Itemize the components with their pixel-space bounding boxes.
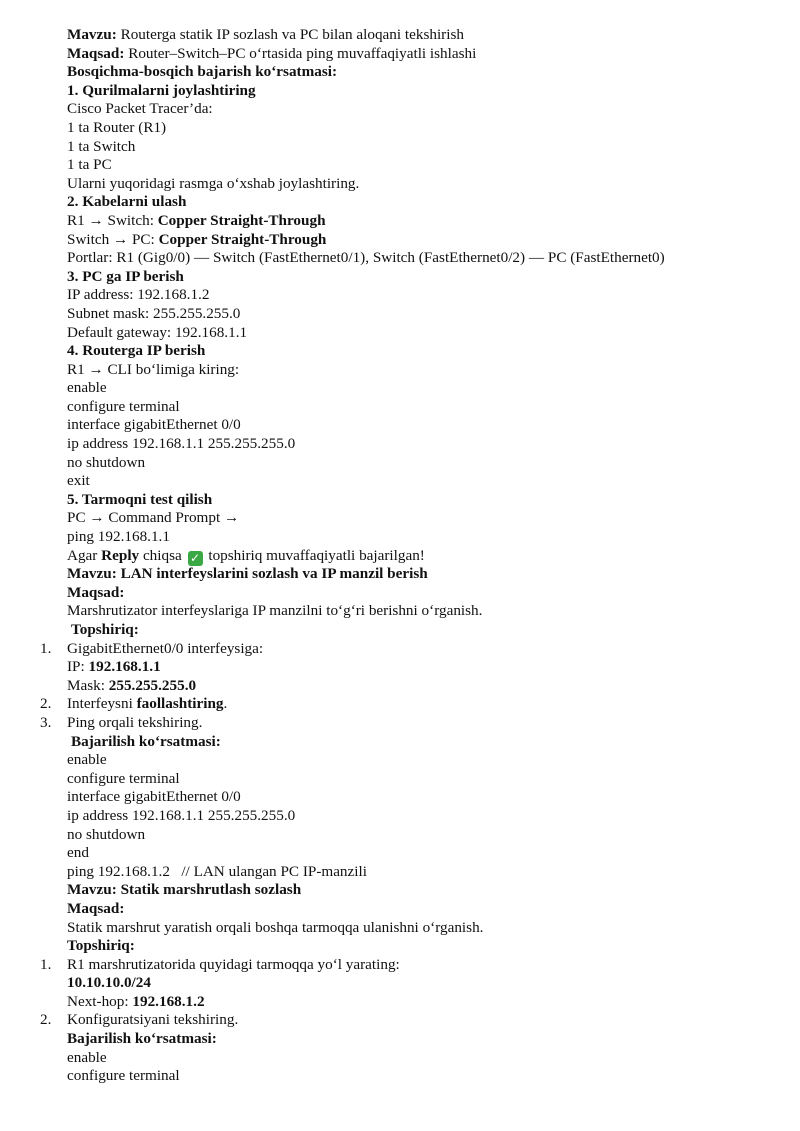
cli-command: ip address 192.168.1.1 255.255.255.0	[67, 806, 296, 824]
cli-command: enable	[67, 751, 107, 769]
cli-command: ping 192.168.1.2 // LAN ulangan PC IP-manzili	[67, 862, 367, 880]
step-1-line: 1 ta Switch	[67, 137, 136, 155]
step-1-line: 1 ta Router (R1)	[67, 118, 167, 136]
goal-text: Router–Switch–PC o‘rtasida ping muvaffaqiyatli ishlashi	[124, 44, 477, 62]
step-3-line: Default gateway: 192.168.1.1	[67, 323, 248, 341]
cli-command: no shutdown	[67, 453, 146, 471]
goal-text: Statik marshrut yaratish orqali boshqa tarmoqqa ulanishni o‘rganish.	[67, 918, 484, 936]
ports-line: Portlar: R1 (Gig0/0) — Switch (FastEthernet0/1), Switch (FastEthernet0/2) — PC (FastEthernet0)	[67, 249, 665, 267]
step-4-title: 4. Routerga IP berish	[67, 342, 206, 360]
topic-label: Mavzu:	[67, 26, 117, 43]
document-page	[0, 26, 800, 1086]
task-item	[0, 695, 800, 714]
step-3-line: IP address: 192.168.1.2	[67, 286, 210, 304]
task-item	[0, 640, 800, 659]
task-number: 1.	[40, 639, 52, 657]
cli-command: enable	[67, 379, 107, 397]
cable-type: Copper Straight-Through	[158, 230, 327, 248]
step-3-title: 3. PC ga IP berish	[67, 267, 184, 285]
task-heading: Topshiriq:	[67, 937, 135, 955]
task-keyword: faollashtiring	[136, 695, 224, 713]
cli-command: ping 192.168.1.1	[67, 528, 170, 546]
task-number: 1.	[40, 955, 52, 973]
step-1-line: Cisco Packet Tracer’da:	[67, 100, 213, 118]
task-text: GigabitEthernet0/0 interfeysiga:	[67, 639, 264, 657]
mask-line	[0, 677, 800, 696]
task-text: .	[223, 695, 228, 713]
topic-line	[0, 26, 800, 45]
cli-command: end	[67, 844, 89, 862]
cli-command: enable	[67, 1048, 107, 1066]
reply-keyword: Reply	[101, 546, 140, 564]
step-4-line: R1 → CLI bo‘limiga kiring:	[67, 360, 240, 378]
cable-text: R1 → Switch:	[67, 211, 158, 229]
step-3-line: Subnet mask: 255.255.255.0	[67, 304, 241, 322]
cli-command: configure terminal	[67, 769, 180, 787]
step-5-line: PC → Command Prompt →	[67, 509, 240, 527]
cli-command: interface gigabitEthernet 0/0	[67, 788, 241, 806]
cli-command: no shutdown	[67, 825, 146, 843]
goal-label: Maqsad:	[67, 583, 125, 601]
topic-text: Routerga statik IP sozlash va PC bilan aloqani tekshirish	[116, 26, 464, 43]
check-mark-icon: ✓	[188, 551, 203, 566]
nexthop-label: Next-hop:	[67, 992, 133, 1010]
task-text: Konfiguratsiyani tekshiring.	[67, 1011, 239, 1029]
cli-command: ip address 192.168.1.1 255.255.255.0	[67, 435, 296, 453]
step-5-title: 5. Tarmoqni test qilish	[67, 490, 213, 508]
result-line	[0, 547, 800, 566]
cli-command: configure terminal	[67, 1067, 180, 1085]
network-value: 10.10.10.0/24	[67, 974, 151, 992]
cli-command: configure terminal	[67, 397, 180, 415]
cli-command: interface gigabitEthernet 0/0	[67, 416, 241, 434]
topic-heading: Mavzu: Statik marshrutlash sozlash	[67, 881, 302, 899]
cable-text: Switch → PC:	[67, 230, 159, 248]
result-text: Agar	[67, 546, 102, 564]
goal-line	[0, 45, 800, 64]
topic-heading: Mavzu: LAN interfeyslarini sozlash va IP manzil berish	[67, 565, 428, 583]
goal-text: Marshrutizator interfeyslariga IP manzilni to‘g‘ri berishni o‘rganish.	[67, 602, 483, 620]
step-1-line: Ularni yuqoridagi rasmga o‘xshab joylashtiring.	[67, 174, 360, 192]
instructions-heading: Bajarilish ko‘rsatmasi:	[71, 732, 221, 750]
cli-command: exit	[67, 472, 90, 490]
task-number: 2.	[40, 695, 52, 713]
goal-label: Maqsad:	[67, 44, 125, 62]
step-2-title: 2. Kabelarni ulash	[67, 193, 187, 211]
task-item	[0, 714, 800, 733]
task-text: Ping orqali tekshiring.	[67, 713, 203, 731]
task-item	[0, 1011, 800, 1030]
task-number: 3.	[40, 713, 52, 731]
cable-line	[0, 212, 800, 231]
ip-label: IP:	[67, 658, 89, 676]
task-item	[0, 956, 800, 975]
task-text: R1 marshrutizatorida quyidagi tarmoqqa yo‘l yarating:	[67, 955, 400, 973]
ip-value: 192.168.1.1	[88, 658, 161, 676]
mask-label: Mask:	[67, 676, 109, 694]
ip-line	[0, 658, 800, 677]
instructions-heading: Bajarilish ko‘rsatmasi:	[67, 1030, 217, 1048]
mask-value: 255.255.255.0	[108, 676, 197, 694]
task-heading: Topshiriq:	[71, 621, 139, 638]
instructions-heading: Bosqichma-bosqich bajarish ko‘rsatmasi:	[67, 63, 338, 81]
result-text: topshiriq muvaffaqiyatli bajarilgan!	[204, 546, 425, 564]
cable-line	[0, 231, 800, 250]
nexthop-value: 192.168.1.2	[132, 992, 205, 1010]
step-1-title: 1. Qurilmalarni joylashtiring	[67, 81, 256, 99]
task-text: Interfeysni	[67, 695, 137, 713]
nexthop-line	[0, 993, 800, 1012]
step-1-line: 1 ta PC	[67, 156, 112, 174]
result-text: chiqsa	[139, 546, 186, 564]
goal-label: Maqsad:	[67, 899, 125, 917]
cable-type: Copper Straight-Through	[157, 211, 326, 229]
task-number: 2.	[40, 1011, 52, 1029]
